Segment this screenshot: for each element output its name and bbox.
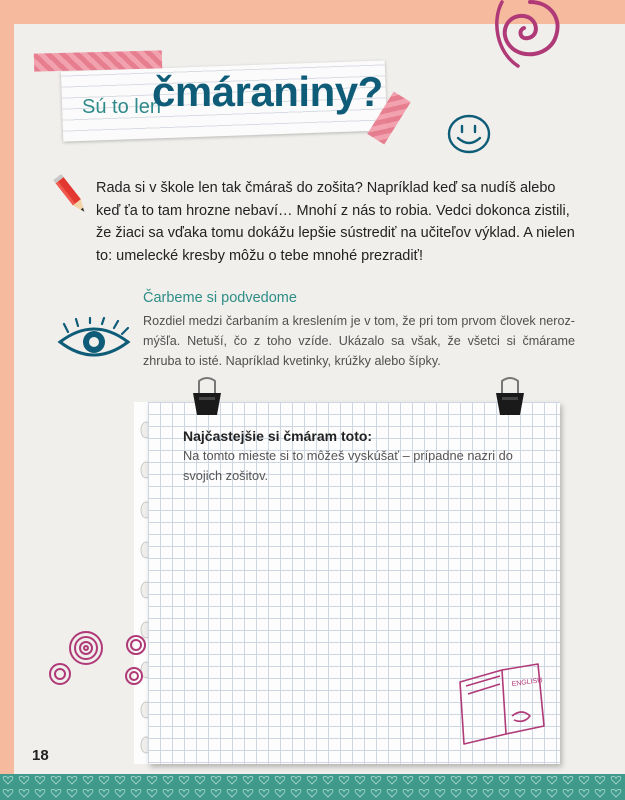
page-title: čmáraniny? [152, 68, 383, 115]
section-heading: Čarbeme si podvedome [143, 290, 297, 306]
smiley-icon [446, 112, 492, 156]
pencil-icon [52, 172, 92, 220]
circles-doodle-icon [48, 628, 148, 698]
title-prefix: Sú to len [82, 96, 161, 118]
eye-icon [56, 318, 132, 366]
book-label: ENGLISH [511, 677, 543, 689]
tape-strip-top [34, 50, 162, 71]
decorative-footer-strip [0, 774, 625, 800]
swirl-doodle-icon [478, 0, 578, 80]
binder-clip-right-icon [492, 377, 528, 417]
section-text: Rozdiel medzi čarbaním a kreslením je v tom, že pri tom prvom človek nerozmýšľa. Netuší, čo z toho vzíde. Ukázalo sa však, že všetci si čmárame zhruba to isté. Napríklad kvetinky, krúžky alebo šípky. [143, 314, 575, 368]
notepad-title: Najčastejšie si čmáram toto: [183, 428, 373, 444]
book-doodle-icon [454, 660, 550, 746]
binder-clip-left-icon [189, 377, 225, 417]
intro-paragraph: Rada si v škole len tak čmáraš do zošita? Napríklad keď sa nudíš alebo keď ťa to tam hrozne nebaví… Mnohí z nás to robia. Vedci dokonca zistili, že žiaci sa vďaka tomu dokážu lepšie sústrediť na učiteľov výklad. A nielen to: umelecké kresby môžu o tebe mnohé prezradiť! [96, 180, 575, 264]
heart-pattern [0, 774, 625, 800]
notepad-text: Na tomto mieste si to môžeš vyskúšať – prípadne nazri do svojich zošitov. [183, 448, 513, 483]
page-number: 18 [32, 747, 49, 764]
